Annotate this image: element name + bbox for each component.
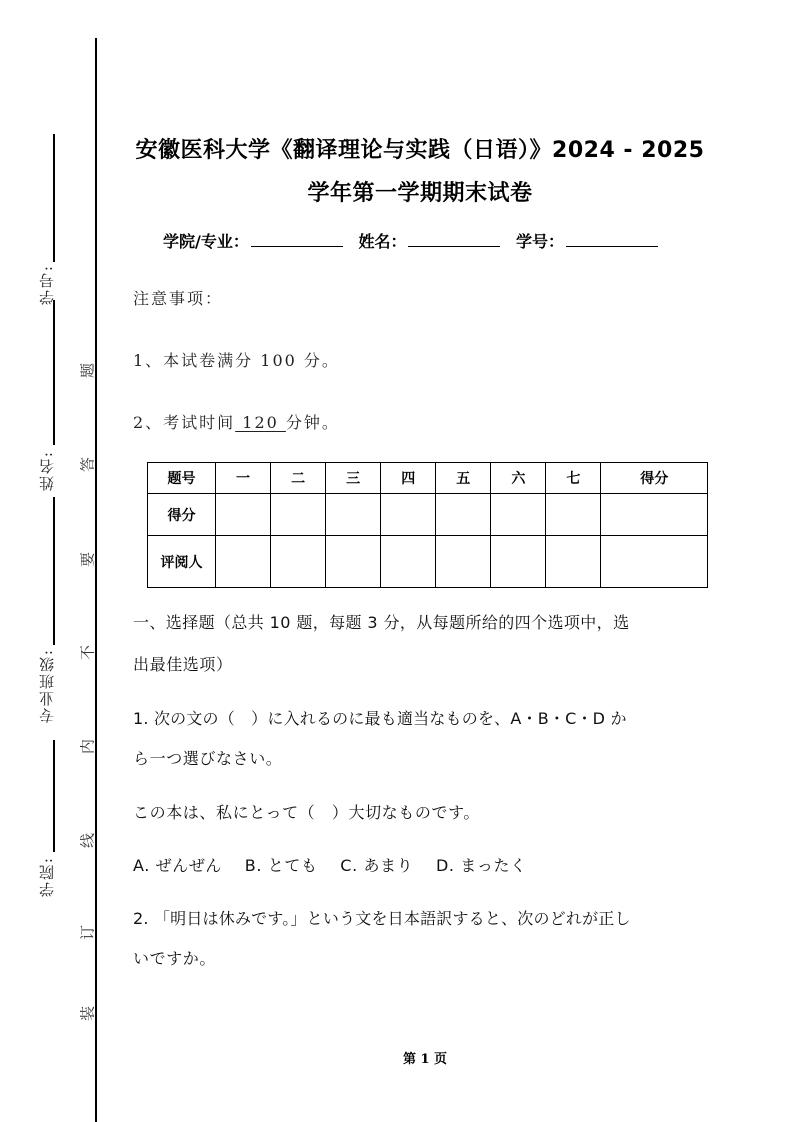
grader-cell[interactable] bbox=[271, 536, 326, 588]
margin-warning-glyph: 内 bbox=[78, 739, 97, 755]
note-item-2-suffix: 分钟。 bbox=[285, 413, 340, 432]
score-cell[interactable] bbox=[271, 494, 326, 536]
student-id-label: 学号： bbox=[516, 232, 565, 251]
grader-row-label: 评阅人 bbox=[148, 536, 216, 588]
score-cell[interactable] bbox=[601, 494, 708, 536]
score-table-header-cell: 二 bbox=[271, 463, 326, 494]
score-table-header-row bbox=[148, 463, 708, 494]
score-cell[interactable] bbox=[436, 494, 491, 536]
grader-cell[interactable] bbox=[546, 536, 601, 588]
section1-heading-line1: 一、选择题（总共 10 题，每题 3 分，从每题所给的四个选项中，选 bbox=[133, 613, 630, 632]
margin-warning-glyph: 答 bbox=[78, 457, 97, 473]
score-table-header-cell: 题号 bbox=[148, 463, 216, 494]
score-table-header-cell: 七 bbox=[546, 463, 601, 494]
exam-duration-value: 120 bbox=[235, 413, 286, 432]
score-row-label: 得分 bbox=[148, 494, 216, 536]
major-class-underline bbox=[53, 497, 55, 645]
question-1-stem-line2: ら一つ選びなさい。 bbox=[133, 749, 283, 768]
grader-cell[interactable] bbox=[491, 536, 546, 588]
score-cell[interactable] bbox=[491, 494, 546, 536]
score-cell[interactable] bbox=[216, 494, 271, 536]
student-id-blank[interactable] bbox=[566, 230, 658, 247]
option-a: A. ぜんぜん bbox=[133, 856, 223, 875]
margin-college-label: 学院: bbox=[38, 856, 56, 898]
grader-row bbox=[148, 536, 708, 588]
score-table-header-cell: 六 bbox=[491, 463, 546, 494]
score-table-header-cell: 四 bbox=[381, 463, 436, 494]
option-d: D. まったく bbox=[436, 856, 527, 875]
score-cell[interactable] bbox=[546, 494, 601, 536]
margin-student-id-label: 学号: bbox=[38, 264, 56, 306]
college-major-label: 学院/专业： bbox=[163, 232, 249, 251]
college-underline bbox=[53, 740, 55, 852]
margin-warning-glyph: 线 bbox=[78, 833, 97, 849]
page-number: 第 1 页 bbox=[402, 1052, 448, 1067]
grader-cell[interactable] bbox=[216, 536, 271, 588]
score-cell[interactable] bbox=[326, 494, 381, 536]
binding-line bbox=[95, 38, 97, 1122]
name-label: 姓名： bbox=[358, 232, 407, 251]
name-blank[interactable] bbox=[408, 230, 500, 247]
question-1-sentence: この本は、私にとって（ ）大切なものです。 bbox=[133, 803, 481, 822]
grader-cell[interactable] bbox=[326, 536, 381, 588]
student-info-fields bbox=[163, 229, 668, 252]
score-table-header-cell: 得分 bbox=[601, 463, 708, 494]
exam-title-line2: 学年第一学期期末试卷 bbox=[307, 181, 533, 206]
score-row bbox=[148, 494, 708, 536]
grader-cell[interactable] bbox=[436, 536, 491, 588]
grader-cell[interactable] bbox=[381, 536, 436, 588]
score-table-header-cell: 一 bbox=[216, 463, 271, 494]
question-2-stem-line2: いですか。 bbox=[133, 949, 217, 968]
score-cell[interactable] bbox=[381, 494, 436, 536]
score-table-header-cell: 五 bbox=[436, 463, 491, 494]
question-1-stem-line1: 1. 次の文の（ ）に入れるのに最も適当なものを、A・B・C・D か bbox=[133, 709, 627, 728]
college-major-blank[interactable] bbox=[251, 230, 343, 247]
student-id-underline bbox=[53, 134, 55, 262]
name-underline bbox=[53, 300, 55, 445]
exam-title-line1: 安徽医科大学《翻译理论与实践（日语）》2024 - 2025 bbox=[135, 138, 705, 163]
score-table bbox=[147, 462, 708, 588]
note-item-2-prefix: 2、考试时间 bbox=[133, 413, 236, 432]
option-b: B. とても bbox=[244, 856, 318, 875]
note-item-2 bbox=[133, 410, 340, 433]
section1-heading-line2: 出最佳选项） bbox=[133, 655, 233, 674]
score-table-header-cell: 三 bbox=[326, 463, 381, 494]
margin-warning-glyph: 订 bbox=[78, 925, 97, 941]
notes-heading: 注意事项： bbox=[133, 289, 224, 308]
option-c: C. あまり bbox=[340, 856, 414, 875]
grader-cell[interactable] bbox=[601, 536, 708, 588]
question-2-stem-line1: 2. 「明日は休みです。」という文を日本語訳すると、次のどれが正し bbox=[133, 909, 631, 928]
note-item-1: 1、本试卷满分 100 分。 bbox=[133, 351, 340, 370]
margin-warning-glyph: 不 bbox=[78, 645, 97, 661]
margin-warning-glyph: 装 bbox=[78, 1006, 97, 1022]
margin-warning-glyph: 题 bbox=[78, 363, 97, 379]
margin-warning-glyph: 要 bbox=[78, 552, 97, 568]
question-1-options bbox=[133, 853, 527, 876]
margin-name-label: 姓名: bbox=[38, 450, 56, 492]
margin-major-class-label: 专业班级: bbox=[38, 648, 56, 724]
